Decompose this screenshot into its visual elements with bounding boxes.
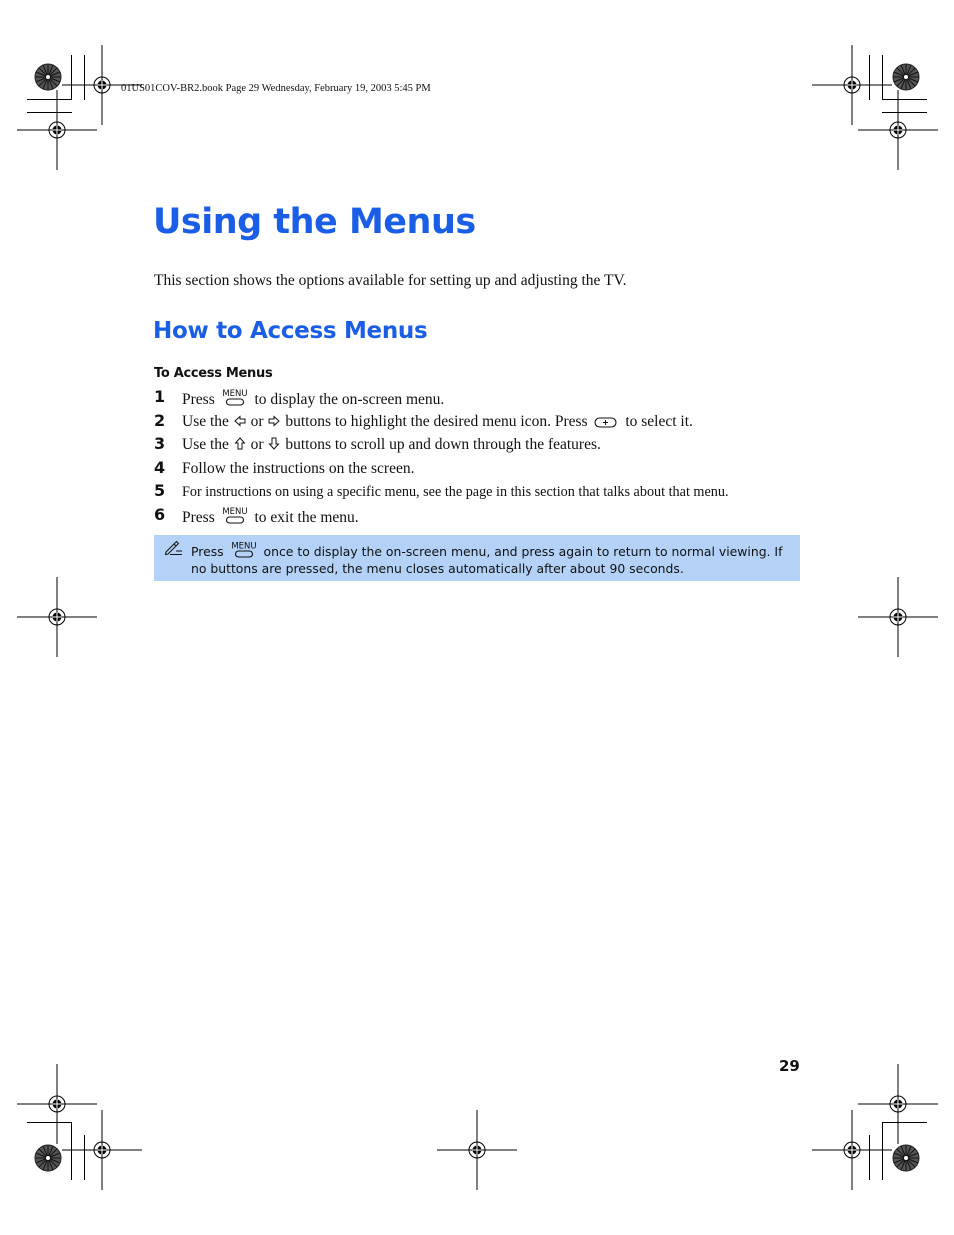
registration-mark-icon bbox=[17, 90, 97, 170]
page-number: 29 bbox=[779, 1057, 800, 1075]
note-text: Press MENU once to display the on-screen menu, and press again to return to normal viewing. If no buttons are pressed, the menu closes automatically after about 90 seconds. bbox=[191, 541, 783, 576]
registration-mark-icon bbox=[858, 90, 938, 170]
registration-mark-icon bbox=[17, 577, 97, 657]
menu-button-icon bbox=[221, 506, 249, 526]
page-title: Using the Menus bbox=[153, 202, 476, 242]
sub-heading: To Access Menus bbox=[154, 366, 273, 381]
svg-text:MENU: MENU bbox=[221, 389, 248, 399]
select-button-icon bbox=[593, 414, 619, 430]
step-number: 4 bbox=[154, 457, 166, 477]
step-text: For instructions on using a specific menu, see the page in this section that talks about that menu. bbox=[182, 484, 729, 501]
note-box bbox=[154, 535, 800, 581]
right-arrow-icon bbox=[268, 415, 280, 427]
note-pencil-icon bbox=[164, 539, 184, 555]
left-arrow-icon bbox=[234, 415, 246, 427]
down-arrow-icon bbox=[268, 437, 280, 450]
step-number: 2 bbox=[154, 410, 166, 430]
svg-text:MENU: MENU bbox=[221, 506, 248, 517]
color-wheel-icon bbox=[893, 1145, 919, 1171]
step-text: Follow the instructions on the screen. bbox=[182, 459, 415, 477]
color-wheel-icon bbox=[35, 1145, 61, 1171]
registration-mark-icon bbox=[17, 1064, 97, 1144]
registration-mark-icon bbox=[62, 1110, 142, 1190]
step-text: Press MENU to display the on-screen menu. bbox=[182, 389, 445, 408]
step-text: Use the or buttons to highlight the desired menu icon. Press to select it. bbox=[182, 412, 693, 430]
registration-mark-icon bbox=[812, 1110, 892, 1190]
color-wheel-icon bbox=[893, 64, 919, 90]
color-wheel-icon bbox=[35, 64, 61, 90]
registration-mark-icon bbox=[812, 45, 892, 125]
menu-button-icon bbox=[221, 388, 249, 408]
step-text: Use the or buttons to scroll up and down through the features. bbox=[182, 436, 601, 454]
menu-button-icon bbox=[230, 541, 258, 559]
step-text: Press MENU to exit the menu. bbox=[182, 506, 359, 526]
step-number: 5 bbox=[154, 481, 166, 501]
up-arrow-icon bbox=[234, 437, 246, 450]
registration-mark-icon bbox=[437, 1110, 517, 1190]
registration-mark-icon bbox=[858, 577, 938, 657]
section-heading: How to Access Menus bbox=[153, 318, 428, 344]
intro-paragraph: This section shows the options available for setting up and adjusting the TV. bbox=[154, 272, 627, 289]
registration-mark-icon bbox=[858, 1064, 938, 1144]
step-number: 3 bbox=[154, 434, 166, 454]
step-number: 6 bbox=[154, 504, 166, 524]
step-number: 1 bbox=[154, 387, 166, 406]
print-header: 01US01COV-BR2.book Page 29 Wednesday, February 19, 2003 5:45 PM bbox=[121, 83, 431, 94]
svg-text:MENU: MENU bbox=[230, 541, 257, 552]
